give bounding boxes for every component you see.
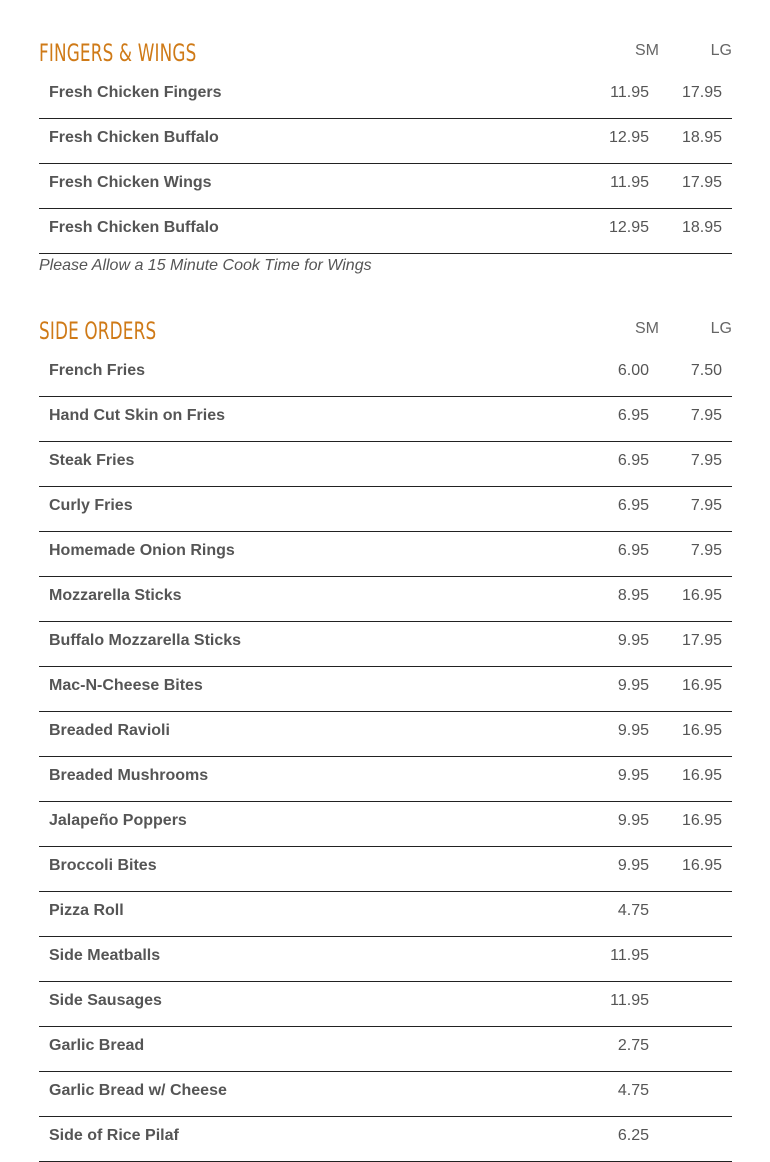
- menu-item-name: Mac-N-Cheese Bites: [49, 677, 203, 694]
- menu-item-price-lg: 18.95: [681, 219, 722, 236]
- menu-item-row: [39, 1072, 732, 1117]
- menu-item-row: [39, 712, 732, 757]
- menu-item-row: [39, 74, 732, 119]
- menu-item-price-sm: 11.95: [610, 947, 649, 964]
- wings-cook-time-note: Please Allow a 15 Minute Cook Time for Wings: [39, 257, 372, 274]
- menu-item-row: [39, 487, 732, 532]
- menu-item-price-sm: 9.95: [617, 857, 649, 874]
- fingers-wings-section: [39, 38, 732, 275]
- menu-item-price-sm: 4.75: [617, 902, 649, 919]
- col-header-lg: LG: [710, 320, 732, 337]
- menu-item-name: Fresh Chicken Buffalo: [49, 219, 219, 236]
- menu-item-name: Breaded Ravioli: [49, 722, 170, 739]
- menu-item-price-lg: 7.95: [690, 407, 722, 424]
- side-orders-title: SIDE ORDERS: [39, 317, 157, 345]
- menu-item-price-lg: 7.95: [690, 497, 722, 514]
- menu-item-price-sm: 12.95: [608, 219, 649, 236]
- menu-item-row: [39, 442, 732, 487]
- menu-item-price-sm: 9.95: [617, 812, 649, 829]
- menu-item-row: [39, 577, 732, 622]
- menu-item-price-lg: 16.95: [681, 812, 722, 829]
- menu-item-name: Pizza Roll: [49, 902, 124, 919]
- menu-item-name: Curly Fries: [49, 497, 133, 514]
- menu-item-price-lg: 18.95: [681, 129, 722, 146]
- menu-item-price-sm: 9.95: [617, 722, 649, 739]
- menu-item-row: [39, 397, 732, 442]
- menu-item-price-lg: 7.95: [690, 452, 722, 469]
- menu-item-name: Fresh Chicken Buffalo: [49, 129, 219, 146]
- fingers-wings-list: [39, 74, 732, 254]
- menu-item-row: [39, 802, 732, 847]
- menu-item-price-sm: 9.95: [617, 677, 649, 694]
- menu-item-row: [39, 622, 732, 667]
- menu-item-name: Hand Cut Skin on Fries: [49, 407, 226, 424]
- menu-item-price-sm: 2.75: [617, 1037, 649, 1054]
- menu-item-price-sm: 6.95: [617, 407, 649, 424]
- menu-item-name: Buffalo Mozzarella Sticks: [49, 632, 242, 649]
- menu-item-price-lg: 16.95: [681, 677, 722, 694]
- menu-item-price-sm: 4.75: [617, 1082, 649, 1099]
- menu-item-name: Broccoli Bites: [49, 857, 157, 874]
- menu-item-row: [39, 164, 732, 209]
- menu-item-row: [39, 119, 732, 164]
- col-header-sm: SM: [635, 42, 659, 59]
- menu-item-name: Homemade Onion Rings: [49, 542, 235, 559]
- menu-item-row: [39, 532, 732, 577]
- menu-item-row: [39, 892, 732, 937]
- menu-item-price-sm: 8.95: [617, 587, 649, 604]
- menu-item-name: Side of Rice Pilaf: [49, 1127, 179, 1144]
- menu-item-price-lg: 17.95: [681, 84, 722, 101]
- menu-item-price-sm: 6.00: [617, 362, 649, 379]
- col-header-lg: LG: [710, 42, 732, 59]
- fingers-wings-title: FINGERS & WINGS: [39, 39, 197, 67]
- menu-item-price-lg: 17.95: [681, 174, 722, 191]
- menu-item-row: [39, 352, 732, 397]
- side-orders-section: [39, 316, 732, 1162]
- fingers-wings-header: [39, 38, 732, 74]
- menu-item-price-lg: 7.95: [690, 542, 722, 559]
- menu-item-price-sm: 11.95: [610, 84, 649, 101]
- menu-item-price-sm: 6.95: [617, 542, 649, 559]
- menu-item-price-sm: 11.95: [610, 992, 649, 1009]
- menu-item-row: [39, 937, 732, 982]
- menu-item-row: [39, 847, 732, 892]
- menu-item-price-sm: 12.95: [608, 129, 649, 146]
- menu-item-name: Mozzarella Sticks: [49, 587, 182, 604]
- col-header-sm: SM: [635, 320, 659, 337]
- menu-item-price-sm: 6.95: [617, 497, 649, 514]
- menu-item-row: [39, 1117, 732, 1162]
- menu-item-name: Breaded Mushrooms: [49, 767, 209, 784]
- menu-item-price-sm: 9.95: [617, 767, 649, 784]
- side-orders-list: [39, 352, 732, 1162]
- menu-item-name: Fresh Chicken Fingers: [49, 84, 222, 101]
- menu-item-price-lg: 17.95: [681, 632, 722, 649]
- menu-item-price-lg: 16.95: [681, 587, 722, 604]
- menu-item-name: Jalapeño Poppers: [49, 812, 187, 829]
- menu-item-price-lg: 16.95: [681, 767, 722, 784]
- menu-item-price-sm: 9.95: [617, 632, 649, 649]
- menu-item-price-lg: 16.95: [681, 857, 722, 874]
- menu-item-price-sm: 6.95: [617, 452, 649, 469]
- menu-item-name: French Fries: [49, 362, 146, 379]
- menu-item-price-sm: 6.25: [617, 1127, 649, 1144]
- menu-item-name: Garlic Bread: [49, 1037, 145, 1054]
- menu-item-row: [39, 667, 732, 712]
- menu-item-name: Side Sausages: [49, 992, 162, 1009]
- menu-item-name: Garlic Bread w/ Cheese: [49, 1082, 227, 1099]
- side-orders-header: [39, 316, 732, 352]
- menu-item-row: [39, 757, 732, 802]
- menu-item-row: [39, 209, 732, 254]
- menu-item-name: Steak Fries: [49, 452, 135, 469]
- menu-item-name: Side Meatballs: [49, 947, 161, 964]
- menu-item-price-lg: 16.95: [681, 722, 722, 739]
- menu-item-row: [39, 982, 732, 1027]
- menu-item-price-lg: 7.50: [690, 362, 722, 379]
- menu-item-row: [39, 1027, 732, 1072]
- menu-item-price-sm: 11.95: [610, 174, 649, 191]
- menu-item-name: Fresh Chicken Wings: [49, 174, 212, 191]
